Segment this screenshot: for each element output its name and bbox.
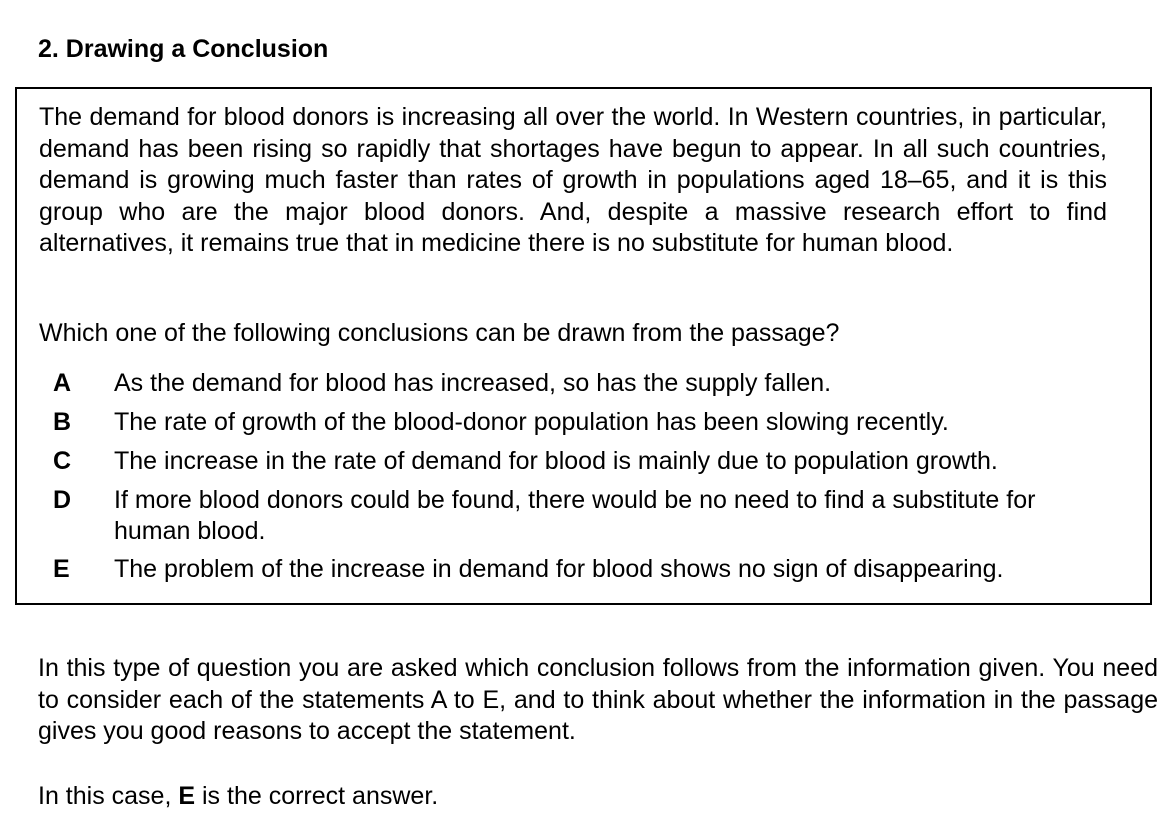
section-heading: 2. Drawing a Conclusion bbox=[38, 35, 329, 63]
option-letter: D bbox=[53, 486, 72, 514]
option-text: The rate of growth of the blood-donor population has been slowing recently. bbox=[114, 408, 949, 436]
passage-text: The demand for blood donors is increasing all over the world. In Western countries, in particular, demand has been rising so rapidly that shortages have begun to appear. In all such countries, demand is growing much faster than rates of growth in populations aged 18–65, and it is this group who are the major blood donors. And, despite a massive research effort to find alternatives, it remains true that in medicine there is no substitute for human blood. bbox=[39, 103, 1107, 258]
option-letter: E bbox=[53, 555, 70, 583]
option-text: If more blood donors could be found, there would be no need to find a substitute for human blood. bbox=[114, 486, 1036, 545]
option-text: The problem of the increase in demand for blood shows no sign of disappearing. bbox=[114, 555, 1004, 583]
answer-suffix: is the correct answer. bbox=[202, 782, 439, 810]
answer-line bbox=[38, 780, 438, 812]
option-letter: C bbox=[53, 447, 72, 475]
answer-letter: E bbox=[178, 782, 196, 810]
option-text: The increase in the rate of demand for blood is mainly due to population growth. bbox=[114, 447, 998, 475]
answer-prefix: In this case, bbox=[38, 782, 172, 810]
option-text: As the demand for blood has increased, so has the supply fallen. bbox=[114, 369, 832, 397]
option-letter: A bbox=[53, 369, 72, 397]
explanation-text: In this type of question you are asked which conclusion follows from the information given. You need to consider each of the statements A to E, and to think about whether the information in the passage gives you good reasons to accept the statement. bbox=[38, 654, 1158, 746]
option-letter: B bbox=[53, 408, 72, 436]
question-prompt: Which one of the following conclusions can be drawn from the passage? bbox=[39, 319, 840, 347]
question-box bbox=[15, 87, 1152, 605]
